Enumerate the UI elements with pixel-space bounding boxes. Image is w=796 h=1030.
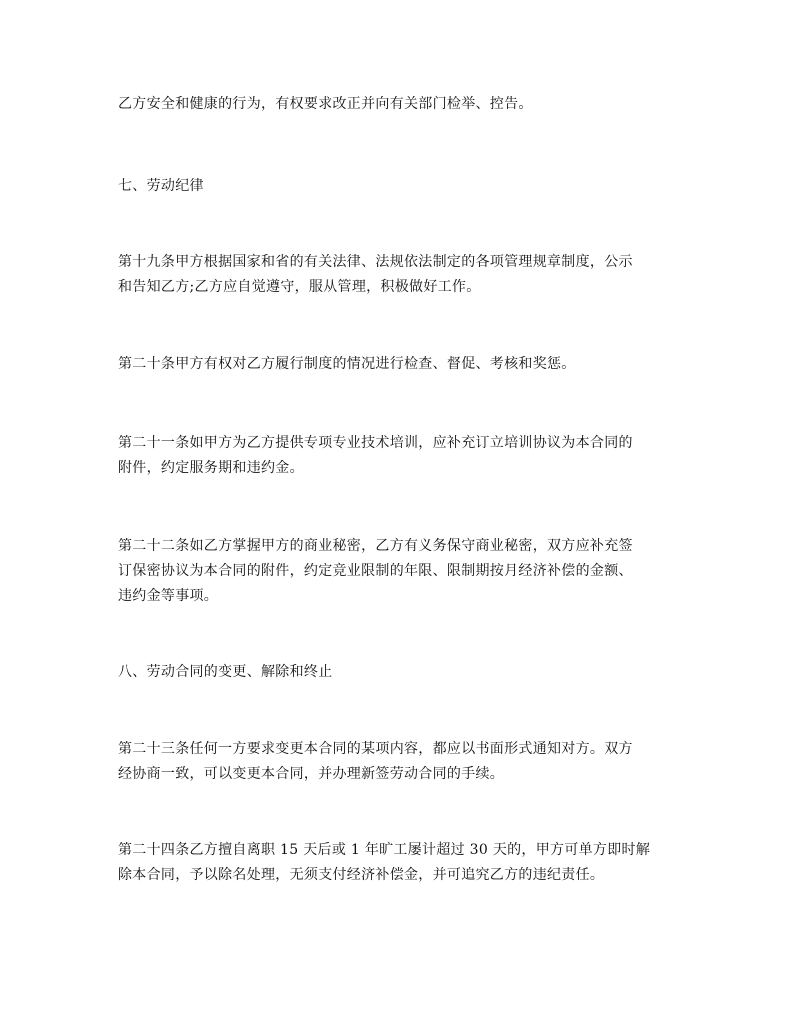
section-heading-labor-discipline — [118, 174, 684, 199]
text-line: 第十九条甲方根据国家和省的有关法律、法规依法制定的各项管理规章制度，公示 — [118, 254, 633, 270]
article-20 — [118, 352, 684, 377]
text-line: 除本合同，予以除名处理，无须支付经济补偿金，并可追究乙方的违纪责任。 — [118, 867, 605, 883]
text-line: 乙方安全和健康的行为，有权要求改正并向有关部门检举、控告。 — [118, 96, 533, 112]
article-22 — [118, 534, 684, 609]
text-line: 八、劳动合同的变更、解除和终止 — [118, 664, 333, 680]
text-line: 第二十条甲方有权对乙方履行制度的情况进行检查、督促、考核和奖惩。 — [118, 356, 576, 372]
paragraph-safety-rights — [118, 92, 684, 117]
article-24 — [118, 838, 684, 888]
text-line: 第二十三条任何一方要求变更本合同的某项内容，都应以书面形式通知对方。双方 — [118, 741, 633, 757]
article-23 — [118, 737, 684, 787]
section-heading-contract-change — [118, 660, 684, 685]
text-line: 和告知乙方;乙方应自觉遵守，服从管理，积极做好工作。 — [118, 279, 481, 295]
text-line: 第二十四条乙方擅自离职 15 天后或 1 年旷工屡计超过 30 天的，甲方可单方即时解 — [118, 842, 651, 858]
article-21 — [118, 431, 684, 481]
text-line: 违约金等事项。 — [118, 588, 219, 604]
text-line: 附件，约定服务期和违约金。 — [118, 460, 304, 476]
text-line: 经协商一致，可以变更本合同，并办理新签劳动合同的手续。 — [118, 766, 505, 782]
text-line: 订保密协议为本合同的附件，约定竞业限制的年限、限制期按月经济补偿的金额、 — [118, 563, 633, 579]
text-line: 七、劳动纪律 — [118, 178, 204, 194]
text-line: 第二十一条如甲方为乙方提供专项专业技术培训，应补充订立培训协议为本合同的 — [118, 435, 633, 451]
article-19 — [118, 250, 684, 300]
text-line: 第二十二条如乙方掌握甲方的商业秘密，乙方有义务保守商业秘密，双方应补充签 — [118, 538, 633, 554]
